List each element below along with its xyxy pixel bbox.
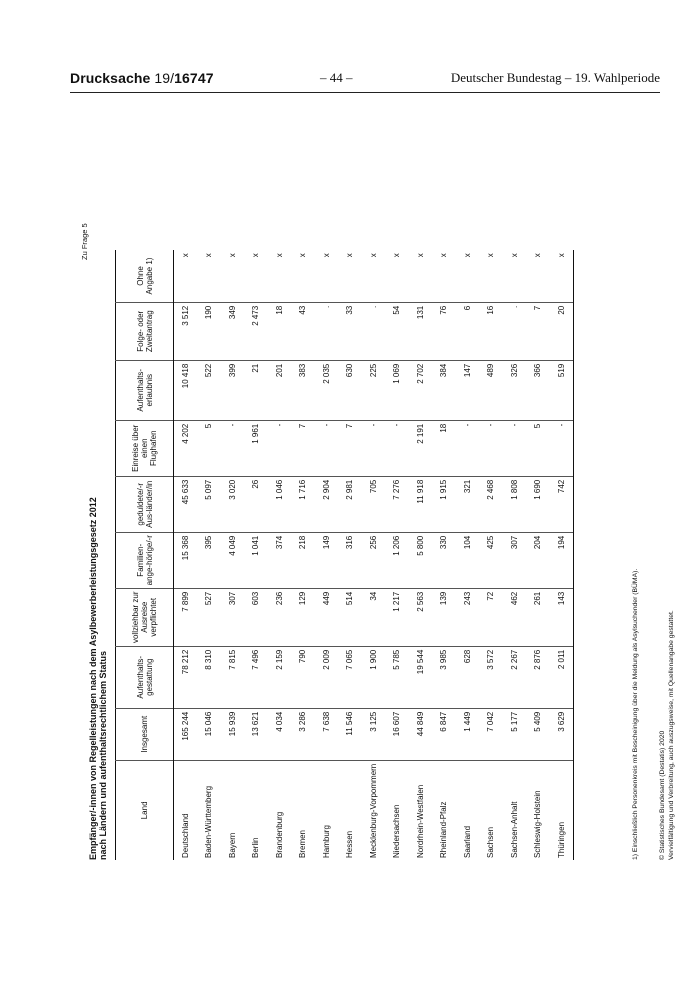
value-cell: 384 [432,360,456,420]
value-cell: 3 125 [362,708,386,760]
value-cell: 131 [409,302,433,360]
value-cell: 4 034 [268,708,292,760]
value-cell: 1 041 [244,532,268,588]
value-cell: x [392,253,402,258]
publisher: Deutscher Bundestag – 19. Wahlperiode [450,70,660,85]
value-cell: x [181,253,190,258]
table-row [503,250,527,860]
value-cell: 2 011 [550,646,574,708]
value-cell: 630 [338,360,362,420]
col-header: vollziehbar zur Ausreise verpflichtet [116,588,174,646]
value-cell: 139 [432,588,456,646]
value-cell: 2 191 [409,420,433,476]
value-cell: 399 [221,360,245,420]
value-cell: 143 [550,588,574,646]
value-cell: x [462,253,472,258]
value-cell: 1 808 [503,476,527,532]
value-cell: 256 [362,532,386,588]
page-number: – 44 – [320,70,353,85]
value-cell: 326 [503,360,527,420]
value-cell: 72 [479,588,503,646]
value-cell: 7 [338,420,362,476]
value-cell: 449 [315,588,339,646]
value-cell: 2 468 [479,476,503,532]
land-cell: Hessen [338,760,362,860]
value-cell: 165 244 [174,708,198,760]
rotated-table-block [80,220,675,860]
value-cell: 201 [268,360,292,420]
table-row [338,250,362,860]
header-rule [70,92,660,93]
value-cell: 2 473 [244,302,268,360]
value-cell: 18 [268,302,292,360]
value-cell: 2 876 [526,646,550,708]
value-cell: . [503,302,527,360]
value-cell: 7 276 [385,476,409,532]
doc-number-plain: 19/ [154,70,175,86]
value-cell: 7 638 [315,708,339,760]
value-cell: 1 961 [244,420,268,476]
table-row [244,250,268,860]
value-cell: 3 572 [479,646,503,708]
value-cell: 2 702 [409,360,433,420]
value-cell: 603 [244,588,268,646]
land-cell: Thüringen [550,760,574,860]
value-cell: x [345,253,355,258]
value-cell: 8 310 [197,646,221,708]
value-cell: 2 981 [338,476,362,532]
value-cell: 522 [197,360,221,420]
value-cell: 194 [550,532,574,588]
value-cell: 2 009 [315,646,339,708]
value-cell: - [456,420,480,476]
value-cell: - [362,420,386,476]
value-cell: 147 [456,360,480,420]
side-label: Zu Frage 5 [80,223,89,260]
value-cell: 316 [338,532,362,588]
value-cell: 21 [244,360,268,420]
value-cell: 3 629 [550,708,574,760]
value-cell: 1 900 [362,646,386,708]
value-cell: 3 020 [221,476,245,532]
value-cell: 790 [291,646,315,708]
value-cell: 1 690 [526,476,550,532]
value-cell: 514 [338,588,362,646]
value-cell: 3 286 [291,708,315,760]
land-cell: Schleswig-Holstein [526,760,550,860]
value-cell: 1 449 [456,708,480,760]
value-cell: 7 496 [244,646,268,708]
value-cell: 44 849 [409,708,433,760]
value-cell: 374 [268,532,292,588]
value-cell: x [227,253,237,258]
value-cell: 383 [291,360,315,420]
copyright [658,610,676,860]
value-cell: 6 [456,302,480,360]
col-header: Aufenthalts-erlaubnis [116,360,174,420]
col-header: geduldete/-r Aus-länder/in [116,476,174,532]
land-cell: Brandenburg [268,760,292,860]
value-cell: 1 069 [385,360,409,420]
col-header: Ohne Angabe 1) [116,250,174,302]
value-cell: 330 [432,532,456,588]
value-cell: 489 [479,360,503,420]
value-cell: . [315,302,339,360]
table-row [268,250,292,860]
value-cell: x [274,253,284,258]
value-cell: 261 [526,588,550,646]
value-cell: 321 [456,476,480,532]
value-cell: 527 [197,588,221,646]
copyright-line-1: © Statistisches Bundesamt (Destatis) 2020 [659,730,666,860]
value-cell: 5 177 [503,708,527,760]
table-row [174,250,198,860]
col-header: Land [116,760,174,860]
value-cell: 2 904 [315,476,339,532]
table-row [385,250,409,860]
col-header: Aufenthalts-gestattung [116,646,174,708]
value-cell: 705 [362,476,386,532]
land-cell: Niedersachsen [385,760,409,860]
value-cell: 742 [550,476,574,532]
land-cell: Sachsen [479,760,503,860]
value-cell: . [362,302,386,360]
value-cell: x [251,253,261,258]
land-cell: Hamburg [315,760,339,860]
value-cell: 5 800 [409,532,433,588]
value-cell: 1 046 [268,476,292,532]
value-cell: x [368,253,378,258]
value-cell: 4 202 [174,420,198,476]
value-cell: 76 [432,302,456,360]
land-cell: Deutschland [174,760,198,860]
value-cell: 26 [244,476,268,532]
land-cell: Sachsen-Anhalt [503,760,527,860]
value-cell: 7 [291,420,315,476]
value-cell: 20 [550,302,574,360]
value-cell: 15 939 [221,708,245,760]
value-cell: - [479,420,503,476]
table-row [550,250,574,860]
value-cell: 6 847 [432,708,456,760]
doc-label: Drucksache [70,70,151,86]
value-cell: 462 [503,588,527,646]
value-cell: 1 716 [291,476,315,532]
value-cell: 5 097 [197,476,221,532]
value-cell: 519 [550,360,574,420]
value-cell: 366 [526,360,550,420]
value-cell: 3 985 [432,646,456,708]
value-cell: 104 [456,532,480,588]
value-cell: 1 217 [385,588,409,646]
value-cell: 7 [526,302,550,360]
value-cell: 1 206 [385,532,409,588]
value-cell: 349 [221,302,245,360]
value-cell: 1 915 [432,476,456,532]
land-cell: Nordrhein-Westfalen [409,760,433,860]
value-cell: 149 [315,532,339,588]
value-cell: x [204,253,214,258]
value-cell: 54 [385,302,409,360]
header-row [116,250,174,860]
value-cell: 19 544 [409,646,433,708]
land-cell: Baden-Württemberg [197,760,221,860]
value-cell: 2 035 [315,360,339,420]
table-row [197,250,221,860]
value-cell: 45 633 [174,476,198,532]
value-cell: 2 267 [503,646,527,708]
value-cell: 4 049 [221,532,245,588]
value-cell: x [486,253,496,258]
value-cell: 218 [291,532,315,588]
value-cell: 78 212 [174,646,198,708]
table-row [315,250,339,860]
value-cell: 10 418 [174,360,198,420]
value-cell: 204 [526,532,550,588]
value-cell: 3 512 [174,302,198,360]
value-cell: 5 785 [385,646,409,708]
table-row [362,250,386,860]
value-cell: x [550,250,574,302]
doc-number-bold: 16747 [174,70,214,86]
value-cell: 34 [362,588,386,646]
value-cell: 16 [479,302,503,360]
value-cell: 225 [362,360,386,420]
value-cell: 18 [432,420,456,476]
value-cell: 15 368 [174,532,198,588]
value-cell: 7 065 [338,646,362,708]
value-cell: 13 621 [244,708,268,760]
value-cell: 11 918 [409,476,433,532]
value-cell: x [415,253,425,258]
value-cell: 16 607 [385,708,409,760]
value-cell: x [321,253,331,258]
value-cell: 11 546 [338,708,362,760]
value-cell: 5 409 [526,708,550,760]
value-cell: 243 [456,588,480,646]
data-table [115,250,574,860]
table-row [221,250,245,860]
col-header: Einreise über einen Flughafen [116,420,174,476]
table-title [88,440,108,860]
land-cell: Bremen [291,760,315,860]
land-cell: Rheinland-Pfalz [432,760,456,860]
copyright-line-2: Vervielfältigung und Verbreitung, auch auszugsweise, mit Quellenangabe gestattet. [668,610,675,860]
value-cell: - [221,420,245,476]
value-cell: x [509,253,519,258]
table-row [432,250,456,860]
value-cell: 236 [268,588,292,646]
value-cell: - [503,420,527,476]
land-cell: Berlin [244,760,268,860]
value-cell: 129 [291,588,315,646]
value-cell: 190 [197,302,221,360]
table-row [291,250,315,860]
value-cell: x [533,253,543,258]
value-cell: 307 [503,532,527,588]
value-cell: - [268,420,292,476]
col-header: Insgesamt [116,708,174,760]
value-cell: 5 [526,420,550,476]
land-cell: Saarland [456,760,480,860]
value-cell: 33 [338,302,362,360]
value-cell: 425 [479,532,503,588]
document-number [70,70,214,86]
value-cell: 15 046 [197,708,221,760]
col-header: Familien-ange-hörige/-r [116,532,174,588]
col-header: Folge- oder Zweitantrag [116,302,174,360]
title-line-2: nach Ländern und aufenthaltsrechtlichem Status [98,650,108,860]
land-cell: Mecklenburg-Vorpommern [362,760,386,860]
value-cell: 7 815 [221,646,245,708]
value-cell: - [550,420,574,476]
value-cell: - [385,420,409,476]
value-cell: 307 [221,588,245,646]
value-cell: x [298,253,308,258]
page-header [70,70,660,94]
table-row [456,250,480,860]
title-line-1: Empfänger/-innen von Regelleistungen nach dem Asylbewerberleistungsgesetz 2012 [88,497,98,860]
value-cell: 43 [291,302,315,360]
footnote: 1) Einschließlich Personenkreis mit Bescheinigung über die Meldung als Asylsuchender (BÜMA). [632,568,639,860]
value-cell: 2 563 [409,588,433,646]
value-cell: 7 899 [174,588,198,646]
land-cell: Bayern [221,760,245,860]
value-cell: 2 159 [268,646,292,708]
value-cell: 7 042 [479,708,503,760]
value-cell: 628 [456,646,480,708]
table-row [409,250,433,860]
table-row [479,250,503,860]
value-cell: 5 [197,420,221,476]
value-cell: 395 [197,532,221,588]
value-cell: - [315,420,339,476]
value-cell: x [439,253,449,258]
table-row [526,250,550,860]
